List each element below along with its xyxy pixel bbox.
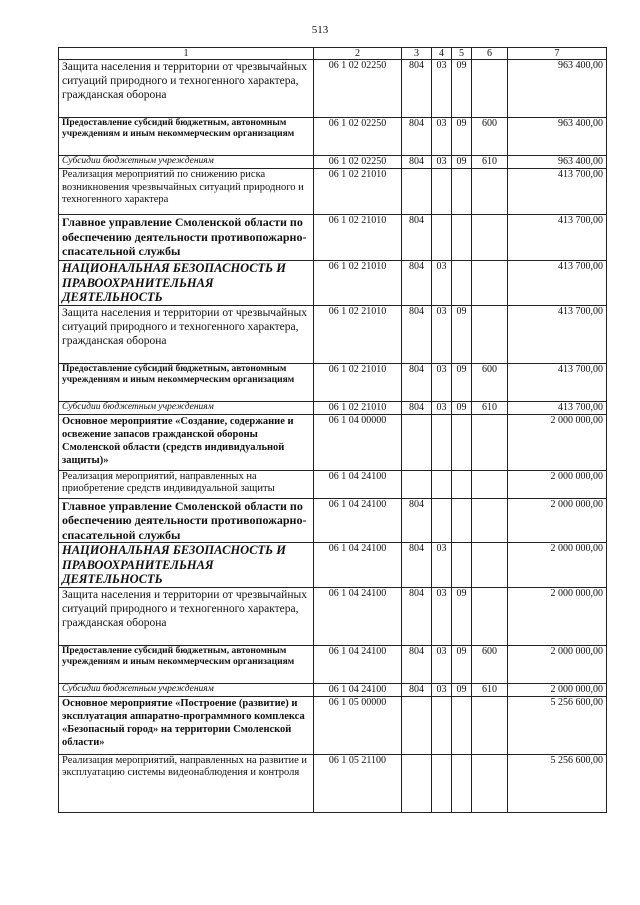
target-article-code-cell: 06 1 04 24100 (314, 683, 402, 696)
table-row (59, 363, 607, 401)
row-name-cell: Реализация мероприятий, направленных на развитие и эксплуатацию системы видеонаблюдения и контроля (59, 754, 314, 812)
ministry-code-cell: 804 (402, 543, 432, 588)
ministry-code-cell: 804 (402, 401, 432, 414)
amount-cell: 2 000 000,00 (508, 414, 607, 470)
target-article-code-cell: 06 1 02 21010 (314, 215, 402, 261)
expense-type-cell (472, 60, 508, 118)
row-name-cell: Реализация мероприятий, направленных на приобретение средств индивидуальной защиты (59, 470, 314, 498)
table-row (59, 470, 607, 498)
table-row (59, 305, 607, 363)
section-code-cell: 03 (432, 401, 452, 414)
column-header: 7 (508, 48, 607, 60)
ministry-code-cell: 804 (402, 118, 432, 156)
target-article-code-cell: 06 1 05 00000 (314, 696, 402, 754)
target-article-code-cell: 06 1 05 21100 (314, 754, 402, 812)
section-code-cell (432, 215, 452, 261)
row-name-cell: Защита населения и территории от чрезвычайных ситуаций природного и техногенного характера, гражданская оборона (59, 60, 314, 118)
target-article-code-cell: 06 1 04 00000 (314, 414, 402, 470)
table-row (59, 169, 607, 215)
target-article-code-cell: 06 1 04 24100 (314, 470, 402, 498)
table-row (59, 696, 607, 754)
expense-type-cell: 600 (472, 363, 508, 401)
target-article-code-cell: 06 1 02 02250 (314, 156, 402, 169)
amount-cell: 963 400,00 (508, 156, 607, 169)
expense-type-cell (472, 215, 508, 261)
row-name-cell: НАЦИОНАЛЬНАЯ БЕЗОПАСНОСТЬ И ПРАВООХРАНИТЕЛЬНАЯ ДЕЯТЕЛЬНОСТЬ (59, 261, 314, 306)
ministry-code-cell (402, 414, 432, 470)
section-code-cell: 03 (432, 363, 452, 401)
section-code-cell: 03 (432, 587, 452, 645)
row-name-cell: Субсидии бюджетным учреждениям (59, 156, 314, 169)
ministry-code-cell: 804 (402, 498, 432, 543)
table-row (59, 587, 607, 645)
expense-type-cell: 610 (472, 401, 508, 414)
table-row (59, 60, 607, 118)
section-code-cell (432, 169, 452, 215)
row-name-cell: Предоставление субсидий бюджетным, автономным учреждениям и иным некоммерческим организациям (59, 363, 314, 401)
table-row (59, 498, 607, 543)
column-header: 5 (452, 48, 472, 60)
table-row (59, 261, 607, 306)
ministry-code-cell: 804 (402, 683, 432, 696)
table-row (59, 543, 607, 588)
table-row (59, 414, 607, 470)
subsection-code-cell (452, 470, 472, 498)
amount-cell: 413 700,00 (508, 305, 607, 363)
row-name-cell: Основное мероприятие «Создание, содержание и освежение запасов гражданской обороны Смоленской области (средств индивидуальной защиты)» (59, 414, 314, 470)
amount-cell: 413 700,00 (508, 363, 607, 401)
row-name-cell: Защита населения и территории от чрезвычайных ситуаций природного и техногенного характера, гражданская оборона (59, 305, 314, 363)
row-name-cell: Предоставление субсидий бюджетным, автономным учреждениям и иным некоммерческим организациям (59, 645, 314, 683)
section-code-cell: 03 (432, 156, 452, 169)
expense-type-cell: 610 (472, 683, 508, 696)
table-row (59, 683, 607, 696)
section-code-cell: 03 (432, 683, 452, 696)
ministry-code-cell (402, 169, 432, 215)
table-row (59, 401, 607, 414)
target-article-code-cell: 06 1 04 24100 (314, 498, 402, 543)
amount-cell: 2 000 000,00 (508, 587, 607, 645)
amount-cell: 2 000 000,00 (508, 498, 607, 543)
column-header: 2 (314, 48, 402, 60)
ministry-code-cell: 804 (402, 261, 432, 306)
column-header: 1 (59, 48, 314, 60)
row-name-cell: Субсидии бюджетным учреждениям (59, 401, 314, 414)
section-code-cell: 03 (432, 261, 452, 306)
section-code-cell: 03 (432, 60, 452, 118)
ministry-code-cell (402, 696, 432, 754)
target-article-code-cell: 06 1 04 24100 (314, 543, 402, 588)
section-code-cell (432, 498, 452, 543)
subsection-code-cell (452, 498, 472, 543)
subsection-code-cell: 09 (452, 60, 472, 118)
ministry-code-cell (402, 470, 432, 498)
amount-cell: 2 000 000,00 (508, 470, 607, 498)
row-name-cell: Главное управление Смоленской области по обеспечению деятельности противопожарно-спасательной службы (59, 498, 314, 543)
row-name-cell: Основное мероприятие «Построение (развитие) и эксплуатация аппаратно-программного комплекса «Безопасный город» на территории Смоленской области» (59, 696, 314, 754)
column-header: 4 (432, 48, 452, 60)
subsection-code-cell (452, 215, 472, 261)
subsection-code-cell: 09 (452, 401, 472, 414)
expense-type-cell (472, 754, 508, 812)
row-name-cell: НАЦИОНАЛЬНАЯ БЕЗОПАСНОСТЬ И ПРАВООХРАНИТЕЛЬНАЯ ДЕЯТЕЛЬНОСТЬ (59, 543, 314, 588)
amount-cell: 413 700,00 (508, 215, 607, 261)
ministry-code-cell: 804 (402, 215, 432, 261)
expense-type-cell: 610 (472, 156, 508, 169)
ministry-code-cell: 804 (402, 363, 432, 401)
expense-type-cell (472, 470, 508, 498)
section-code-cell: 03 (432, 645, 452, 683)
expense-type-cell (472, 169, 508, 215)
section-code-cell: 03 (432, 118, 452, 156)
ministry-code-cell (402, 754, 432, 812)
ministry-code-cell: 804 (402, 156, 432, 169)
subsection-code-cell: 09 (452, 305, 472, 363)
column-header: 3 (402, 48, 432, 60)
section-code-cell (432, 470, 452, 498)
subsection-code-cell (452, 754, 472, 812)
expense-type-cell: 600 (472, 118, 508, 156)
subsection-code-cell (452, 414, 472, 470)
page-number: 513 (311, 24, 329, 36)
budget-table (58, 47, 607, 813)
amount-cell: 5 256 600,00 (508, 696, 607, 754)
target-article-code-cell: 06 1 02 21010 (314, 305, 402, 363)
subsection-code-cell (452, 169, 472, 215)
row-name-cell: Защита населения и территории от чрезвычайных ситуаций природного и техногенного характера, гражданская оборона (59, 587, 314, 645)
section-code-cell: 03 (432, 543, 452, 588)
expense-type-cell (472, 543, 508, 588)
table-row (59, 118, 607, 156)
target-article-code-cell: 06 1 02 21010 (314, 401, 402, 414)
table-header-row (59, 48, 607, 60)
subsection-code-cell: 09 (452, 363, 472, 401)
expense-type-cell (472, 261, 508, 306)
expense-type-cell (472, 498, 508, 543)
row-name-cell: Реализация мероприятий по снижению риска возникновения чрезвычайных ситуаций природного и техногенного характера (59, 169, 314, 215)
subsection-code-cell: 09 (452, 587, 472, 645)
table-row (59, 156, 607, 169)
target-article-code-cell: 06 1 02 02250 (314, 60, 402, 118)
amount-cell: 2 000 000,00 (508, 645, 607, 683)
amount-cell: 2 000 000,00 (508, 543, 607, 588)
expense-type-cell (472, 696, 508, 754)
expense-type-cell (472, 587, 508, 645)
expense-type-cell (472, 414, 508, 470)
section-code-cell: 03 (432, 305, 452, 363)
section-code-cell (432, 754, 452, 812)
target-article-code-cell: 06 1 02 21010 (314, 363, 402, 401)
subsection-code-cell: 09 (452, 683, 472, 696)
amount-cell: 2 000 000,00 (508, 683, 607, 696)
amount-cell: 413 700,00 (508, 401, 607, 414)
amount-cell: 963 400,00 (508, 118, 607, 156)
ministry-code-cell: 804 (402, 60, 432, 118)
target-article-code-cell: 06 1 02 21010 (314, 261, 402, 306)
column-header: 6 (472, 48, 508, 60)
row-name-cell: Субсидии бюджетным учреждениям (59, 683, 314, 696)
section-code-cell (432, 414, 452, 470)
amount-cell: 5 256 600,00 (508, 754, 607, 812)
subsection-code-cell: 09 (452, 118, 472, 156)
ministry-code-cell: 804 (402, 587, 432, 645)
amount-cell: 413 700,00 (508, 261, 607, 306)
subsection-code-cell (452, 696, 472, 754)
target-article-code-cell: 06 1 04 24100 (314, 587, 402, 645)
table-row (59, 645, 607, 683)
table-row (59, 215, 607, 261)
table-row (59, 754, 607, 812)
target-article-code-cell: 06 1 04 24100 (314, 645, 402, 683)
amount-cell: 413 700,00 (508, 169, 607, 215)
amount-cell: 963 400,00 (508, 60, 607, 118)
row-name-cell: Главное управление Смоленской области по обеспечению деятельности противопожарно-спасательной службы (59, 215, 314, 261)
target-article-code-cell: 06 1 02 02250 (314, 118, 402, 156)
subsection-code-cell (452, 543, 472, 588)
section-code-cell (432, 696, 452, 754)
subsection-code-cell: 09 (452, 156, 472, 169)
expense-type-cell (472, 305, 508, 363)
target-article-code-cell: 06 1 02 21010 (314, 169, 402, 215)
subsection-code-cell (452, 261, 472, 306)
ministry-code-cell: 804 (402, 305, 432, 363)
row-name-cell: Предоставление субсидий бюджетным, автономным учреждениям и иным некоммерческим организациям (59, 118, 314, 156)
subsection-code-cell: 09 (452, 645, 472, 683)
expense-type-cell: 600 (472, 645, 508, 683)
ministry-code-cell: 804 (402, 645, 432, 683)
